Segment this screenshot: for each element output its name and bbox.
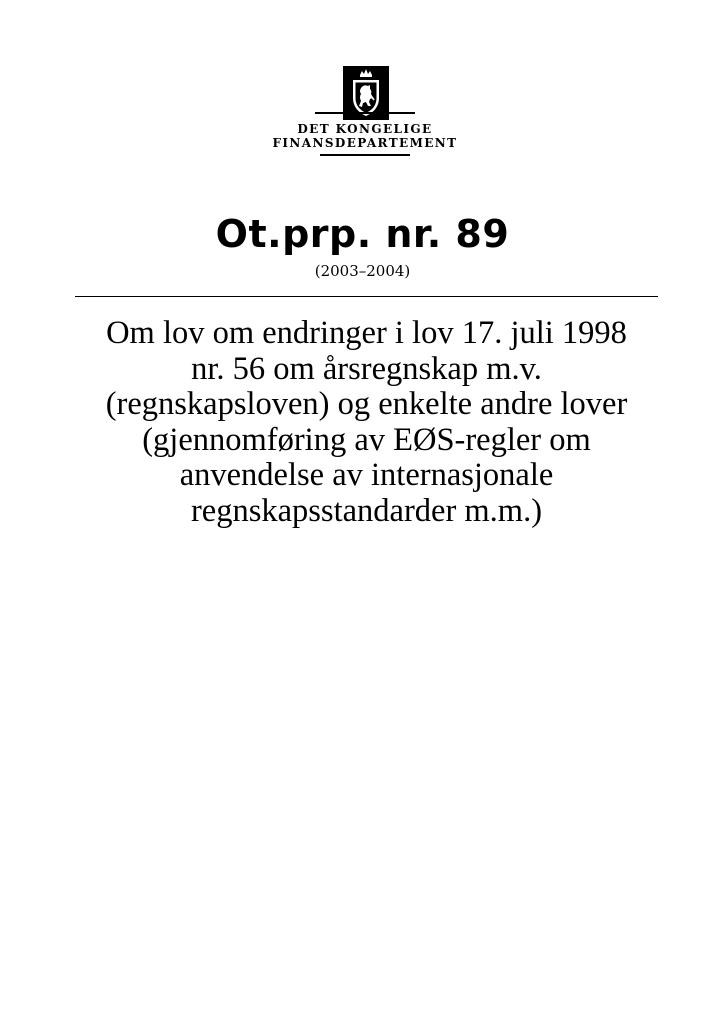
subject-line: regnskapsstandarder m.m.)	[190, 492, 543, 529]
department-logo	[270, 60, 460, 160]
subject-line: Om lov om endringer i lov 17. juli 1998	[106, 315, 627, 351]
document-title: Ot.prp. nr. 89	[215, 212, 510, 256]
subject-line: (regnskapsloven) og enkelte andre lover	[105, 386, 628, 422]
department-name-line-2: FINANSDEPARTEMENT	[272, 136, 458, 150]
logo-rule-bottom	[320, 154, 410, 156]
subject-line: (gjennomføring av EØS-regler om	[142, 421, 591, 458]
subject-line: nr. 56 om årsregnskap m.v.	[191, 350, 542, 387]
document-subject	[70, 316, 663, 529]
title-divider	[75, 296, 658, 297]
department-name-line-1: DET KONGELIGE	[297, 122, 433, 136]
session-years: (2003–2004)	[314, 262, 411, 280]
subject-line: anvendelse av internasjonale	[179, 457, 554, 493]
logo-rule-top	[315, 112, 415, 114]
